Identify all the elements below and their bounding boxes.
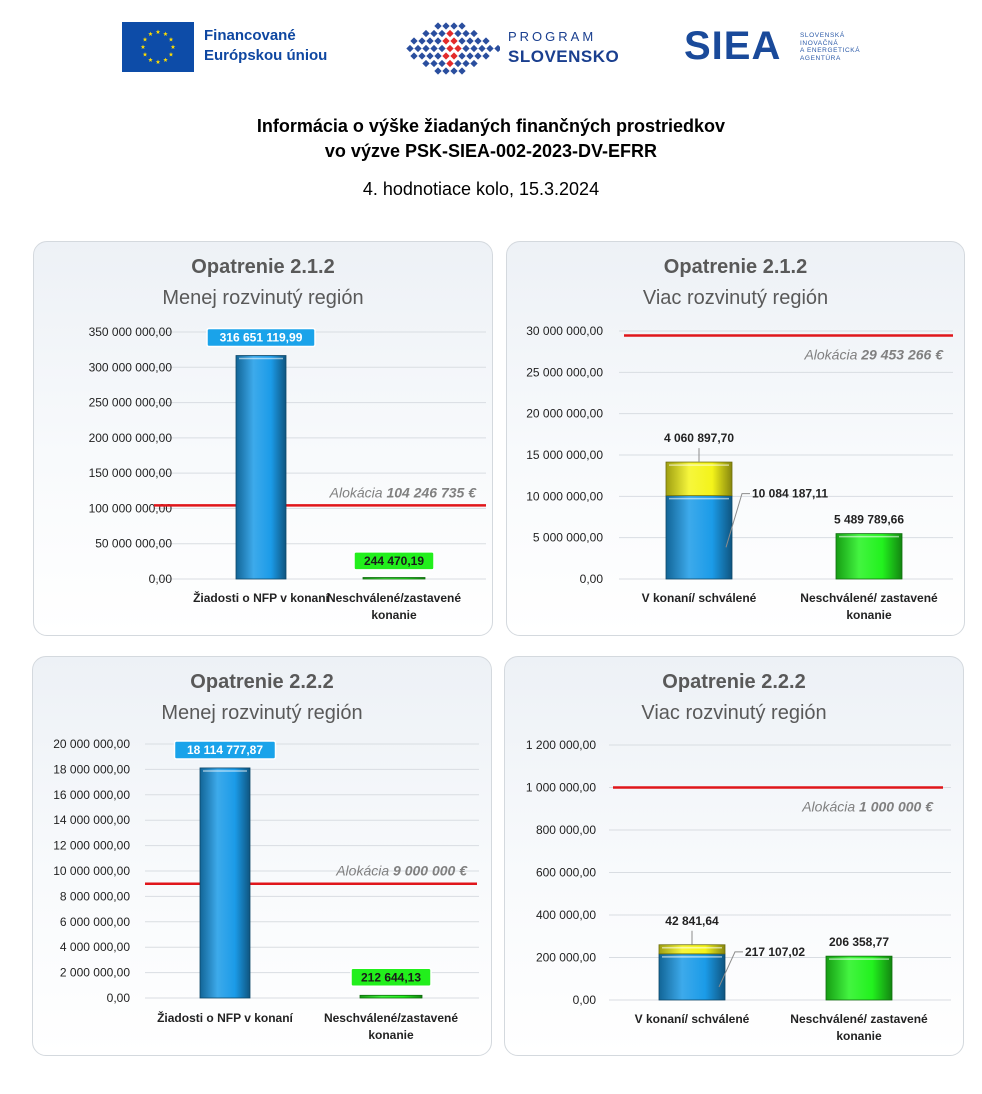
logo-blue-dot	[486, 45, 493, 52]
bar-data-label: 316 651 119,99	[219, 330, 303, 345]
logo-blue-dot	[406, 45, 413, 52]
logo-blue-dot	[426, 52, 433, 59]
y-tick-label: 1 200 000,00	[525, 738, 596, 752]
allocation-label-value: 29 453 266 €	[861, 346, 943, 363]
y-tick-label: 10 000 000,00	[53, 864, 130, 878]
program-slovensko-text	[508, 27, 619, 67]
y-tick-label: 0,00	[572, 993, 596, 1007]
eu-funding-text	[204, 26, 327, 66]
chart-subtitle: Viac rozvinutý región	[642, 287, 829, 309]
segment-data-label: 217 107,02	[745, 944, 806, 959]
logo-blue-dot	[494, 45, 500, 52]
y-tick-label: 800 000,00	[535, 823, 596, 837]
bar-yellow-segment	[659, 945, 725, 954]
chart-svg	[34, 242, 492, 635]
y-tick-label: 5 000 000,00	[532, 530, 603, 545]
program-text-line2: SLOVENSKO	[508, 47, 620, 66]
x-category-label: Neschválené/ zastavené	[800, 591, 938, 605]
bar-data-label: 5 489 789,66	[833, 512, 905, 527]
logo-blue-dot	[474, 37, 481, 44]
logo-blue-dot	[470, 45, 477, 52]
logo-blue-dot	[482, 37, 489, 44]
logo-blue-dot	[442, 67, 449, 74]
x-category-label: konanie	[836, 1029, 882, 1043]
chart-subtitle: Menej rozvinutý región	[161, 702, 363, 724]
chart-title: Opatrenie 2.1.2	[663, 256, 808, 278]
logo-blue-dot	[438, 30, 445, 37]
x-category-label: Neschválené/zastavené	[323, 1011, 459, 1025]
bar-blue	[200, 768, 250, 998]
logo-blue-dot	[470, 60, 477, 67]
allocation-label-value: 9 000 000 €	[393, 862, 467, 879]
logo-blue-dot	[462, 30, 469, 37]
page-title-line1: Informácia o výške žiadaných finančných prostriedkov	[256, 116, 726, 136]
x-category-label: konanie	[368, 1028, 414, 1042]
x-category-label: Žiadosti o NFP v konaní	[193, 591, 329, 605]
logo-blue-dot	[426, 37, 433, 44]
bar-green	[836, 534, 902, 579]
x-category-label: V konaní/ schválené	[641, 591, 757, 605]
bar-data-label: 206 358,77	[828, 935, 890, 950]
bar-green	[360, 995, 422, 998]
y-tick-label: 12 000 000,00	[53, 838, 130, 853]
allocation-label-prefix: Alokácia	[329, 484, 387, 501]
chart-title: Opatrenie 2.2.2	[662, 671, 806, 693]
logo-blue-dot	[422, 60, 429, 67]
y-tick-label: 8 000 000,00	[59, 889, 130, 904]
program-text-line1: PROGRAM	[508, 29, 597, 44]
y-tick-label: 25 000 000,00	[526, 365, 603, 380]
logo-blue-dot	[462, 60, 469, 67]
logo-blue-dot	[410, 37, 417, 44]
y-tick-label: 300 000 000,00	[88, 360, 172, 375]
y-tick-label: 20 000 000,00	[53, 737, 130, 751]
y-tick-label: 4 000 000,00	[59, 940, 130, 955]
logo-red-dot	[450, 52, 457, 59]
allocation-label	[335, 863, 468, 879]
y-tick-label: 14 000 000,00	[53, 813, 130, 828]
y-tick-label: 0,00	[148, 572, 172, 586]
y-tick-label: 50 000 000,00	[95, 536, 172, 551]
allocation-label	[329, 484, 478, 500]
siea-sub-line2: INOVAČNÁ	[800, 39, 839, 47]
y-tick-label: 250 000 000,00	[88, 395, 172, 410]
chart-panel-212-less	[33, 241, 493, 636]
bar-green	[826, 956, 892, 1000]
logo-blue-dot	[450, 22, 457, 29]
logo-blue-dot	[470, 30, 477, 37]
eu-flag-icon	[122, 22, 194, 72]
y-tick-label: 600 000,00	[535, 865, 596, 880]
siea-sub-line3: A ENERGETICKÁ	[800, 47, 861, 54]
logo-blue-dot	[458, 52, 465, 59]
logo-red-dot	[454, 45, 461, 52]
logo-red-dot	[446, 30, 453, 37]
chart-panel-212-more	[506, 241, 965, 636]
y-tick-label: 18 000 000,00	[53, 762, 130, 777]
siea-sub-line1: SLOVENSKÁ	[800, 32, 845, 39]
segment-data-label: 42 841,64	[665, 913, 719, 928]
y-tick-label: 100 000 000,00	[88, 501, 172, 516]
program-slovensko-logo-icon	[400, 20, 500, 78]
y-tick-label: 0,00	[579, 572, 603, 586]
y-tick-label: 150 000 000,00	[88, 466, 172, 481]
logo-blue-dot	[438, 45, 445, 52]
y-tick-label: 2 000 000,00	[59, 965, 130, 980]
logo-blue-dot	[422, 30, 429, 37]
y-tick-label: 200 000 000,00	[88, 430, 172, 445]
siea-logo-word: SIEA	[684, 24, 782, 68]
allocation-label-prefix: Alokácia	[336, 862, 394, 879]
logo-blue-dot	[450, 67, 457, 74]
chart-svg	[507, 242, 964, 635]
bar-blue	[236, 356, 286, 579]
logo-blue-dot	[466, 37, 473, 44]
page-subtitle: 4. hodnotiace kolo, 15.3.2024	[362, 179, 600, 199]
bar-yellow-segment	[666, 462, 732, 496]
logo-blue-dot	[418, 52, 425, 59]
logo-blue-dot	[418, 37, 425, 44]
logo-blue-dot	[434, 22, 441, 29]
logo-blue-dot	[414, 45, 421, 52]
chart-svg	[505, 657, 963, 1055]
chart-subtitle: Menej rozvinutý región	[162, 287, 364, 309]
logo-blue-dot	[462, 45, 469, 52]
chart-title: Opatrenie 2.1.2	[191, 256, 335, 278]
bar-blue-segment	[659, 954, 725, 1000]
x-category-label: Žiadosti o NFP v konaní	[157, 1011, 293, 1025]
eu-text-line1: Financované	[204, 27, 296, 44]
bar-data-label: 18 114 777,87	[186, 742, 264, 757]
siea-logo-subtext	[800, 32, 860, 62]
logo-blue-dot	[458, 67, 465, 74]
bar-green	[363, 578, 425, 580]
chart-panel-222-more	[504, 656, 964, 1056]
allocation-label-value: 104 246 735 €	[386, 484, 476, 501]
chart-svg	[33, 657, 491, 1055]
x-category-label: konanie	[371, 608, 417, 622]
y-tick-label: 16 000 000,00	[53, 787, 130, 802]
logo-blue-dot	[482, 52, 489, 59]
y-tick-label: 0,00	[106, 991, 130, 1005]
chart-title: Opatrenie 2.2.2	[190, 671, 334, 693]
logo-blue-dot	[422, 45, 429, 52]
y-tick-label: 400 000,00	[535, 908, 596, 922]
bar-data-label: 212 644,13	[360, 970, 422, 985]
logo-red-dot	[446, 60, 453, 67]
segment-data-label: 10 084 187,11	[752, 486, 829, 501]
chart-subtitle: Viac rozvinutý región	[641, 702, 827, 724]
logo-blue-dot	[434, 52, 441, 59]
logo-blue-dot	[434, 67, 441, 74]
logo-blue-dot	[474, 52, 481, 59]
siea-sub-line4: AGENTÚRA	[800, 54, 841, 62]
y-tick-label: 30 000 000,00	[526, 324, 603, 338]
page-title-line2: vo výzve PSK-SIEA-002-2023-DV-EFRR	[324, 141, 658, 161]
logo-blue-dot	[454, 60, 461, 67]
logo-row	[0, 16, 982, 80]
y-tick-label: 10 000 000,00	[526, 489, 603, 504]
bar-blue-segment	[666, 496, 732, 579]
allocation-label-prefix: Alokácia	[804, 346, 862, 363]
y-tick-label: 6 000 000,00	[59, 914, 130, 929]
logo-blue-dot	[430, 60, 437, 67]
allocation-label	[803, 347, 944, 363]
logo-red-dot	[442, 37, 449, 44]
bar-data-label: 244 470,19	[363, 553, 425, 568]
logo-blue-dot	[434, 37, 441, 44]
y-tick-label: 1 000 000,00	[525, 780, 596, 795]
logo-blue-dot	[458, 22, 465, 29]
logo-red-dot	[450, 37, 457, 44]
logo-blue-dot	[458, 37, 465, 44]
allocation-label	[801, 799, 934, 815]
x-category-label: konanie	[846, 608, 892, 622]
logo-blue-dot	[478, 45, 485, 52]
logo-blue-dot	[438, 60, 445, 67]
logo-red-dot	[446, 45, 453, 52]
x-category-label: Neschválené/zastavené	[326, 591, 462, 605]
x-category-label: Neschválené/ zastavené	[790, 1012, 928, 1026]
segment-data-label: 4 060 897,70	[663, 431, 735, 446]
chart-panel-222-less	[32, 656, 492, 1056]
allocation-label-prefix: Alokácia	[802, 798, 860, 815]
y-tick-label: 20 000 000,00	[526, 406, 603, 421]
allocation-label-value: 1 000 000 €	[859, 798, 933, 815]
eu-text-line2: Európskou úniou	[204, 47, 328, 64]
logo-blue-dot	[430, 30, 437, 37]
logo-blue-dot	[466, 52, 473, 59]
y-tick-label: 200 000,00	[535, 950, 596, 965]
logo-blue-dot	[430, 45, 437, 52]
x-category-label: V konaní/ schválené	[634, 1012, 750, 1026]
logo-blue-dot	[442, 22, 449, 29]
y-tick-label: 350 000 000,00	[88, 325, 172, 339]
logo-blue-dot	[410, 52, 417, 59]
y-tick-label: 15 000 000,00	[526, 448, 603, 462]
logo-blue-dot	[454, 30, 461, 37]
logo-red-dot	[442, 52, 449, 59]
